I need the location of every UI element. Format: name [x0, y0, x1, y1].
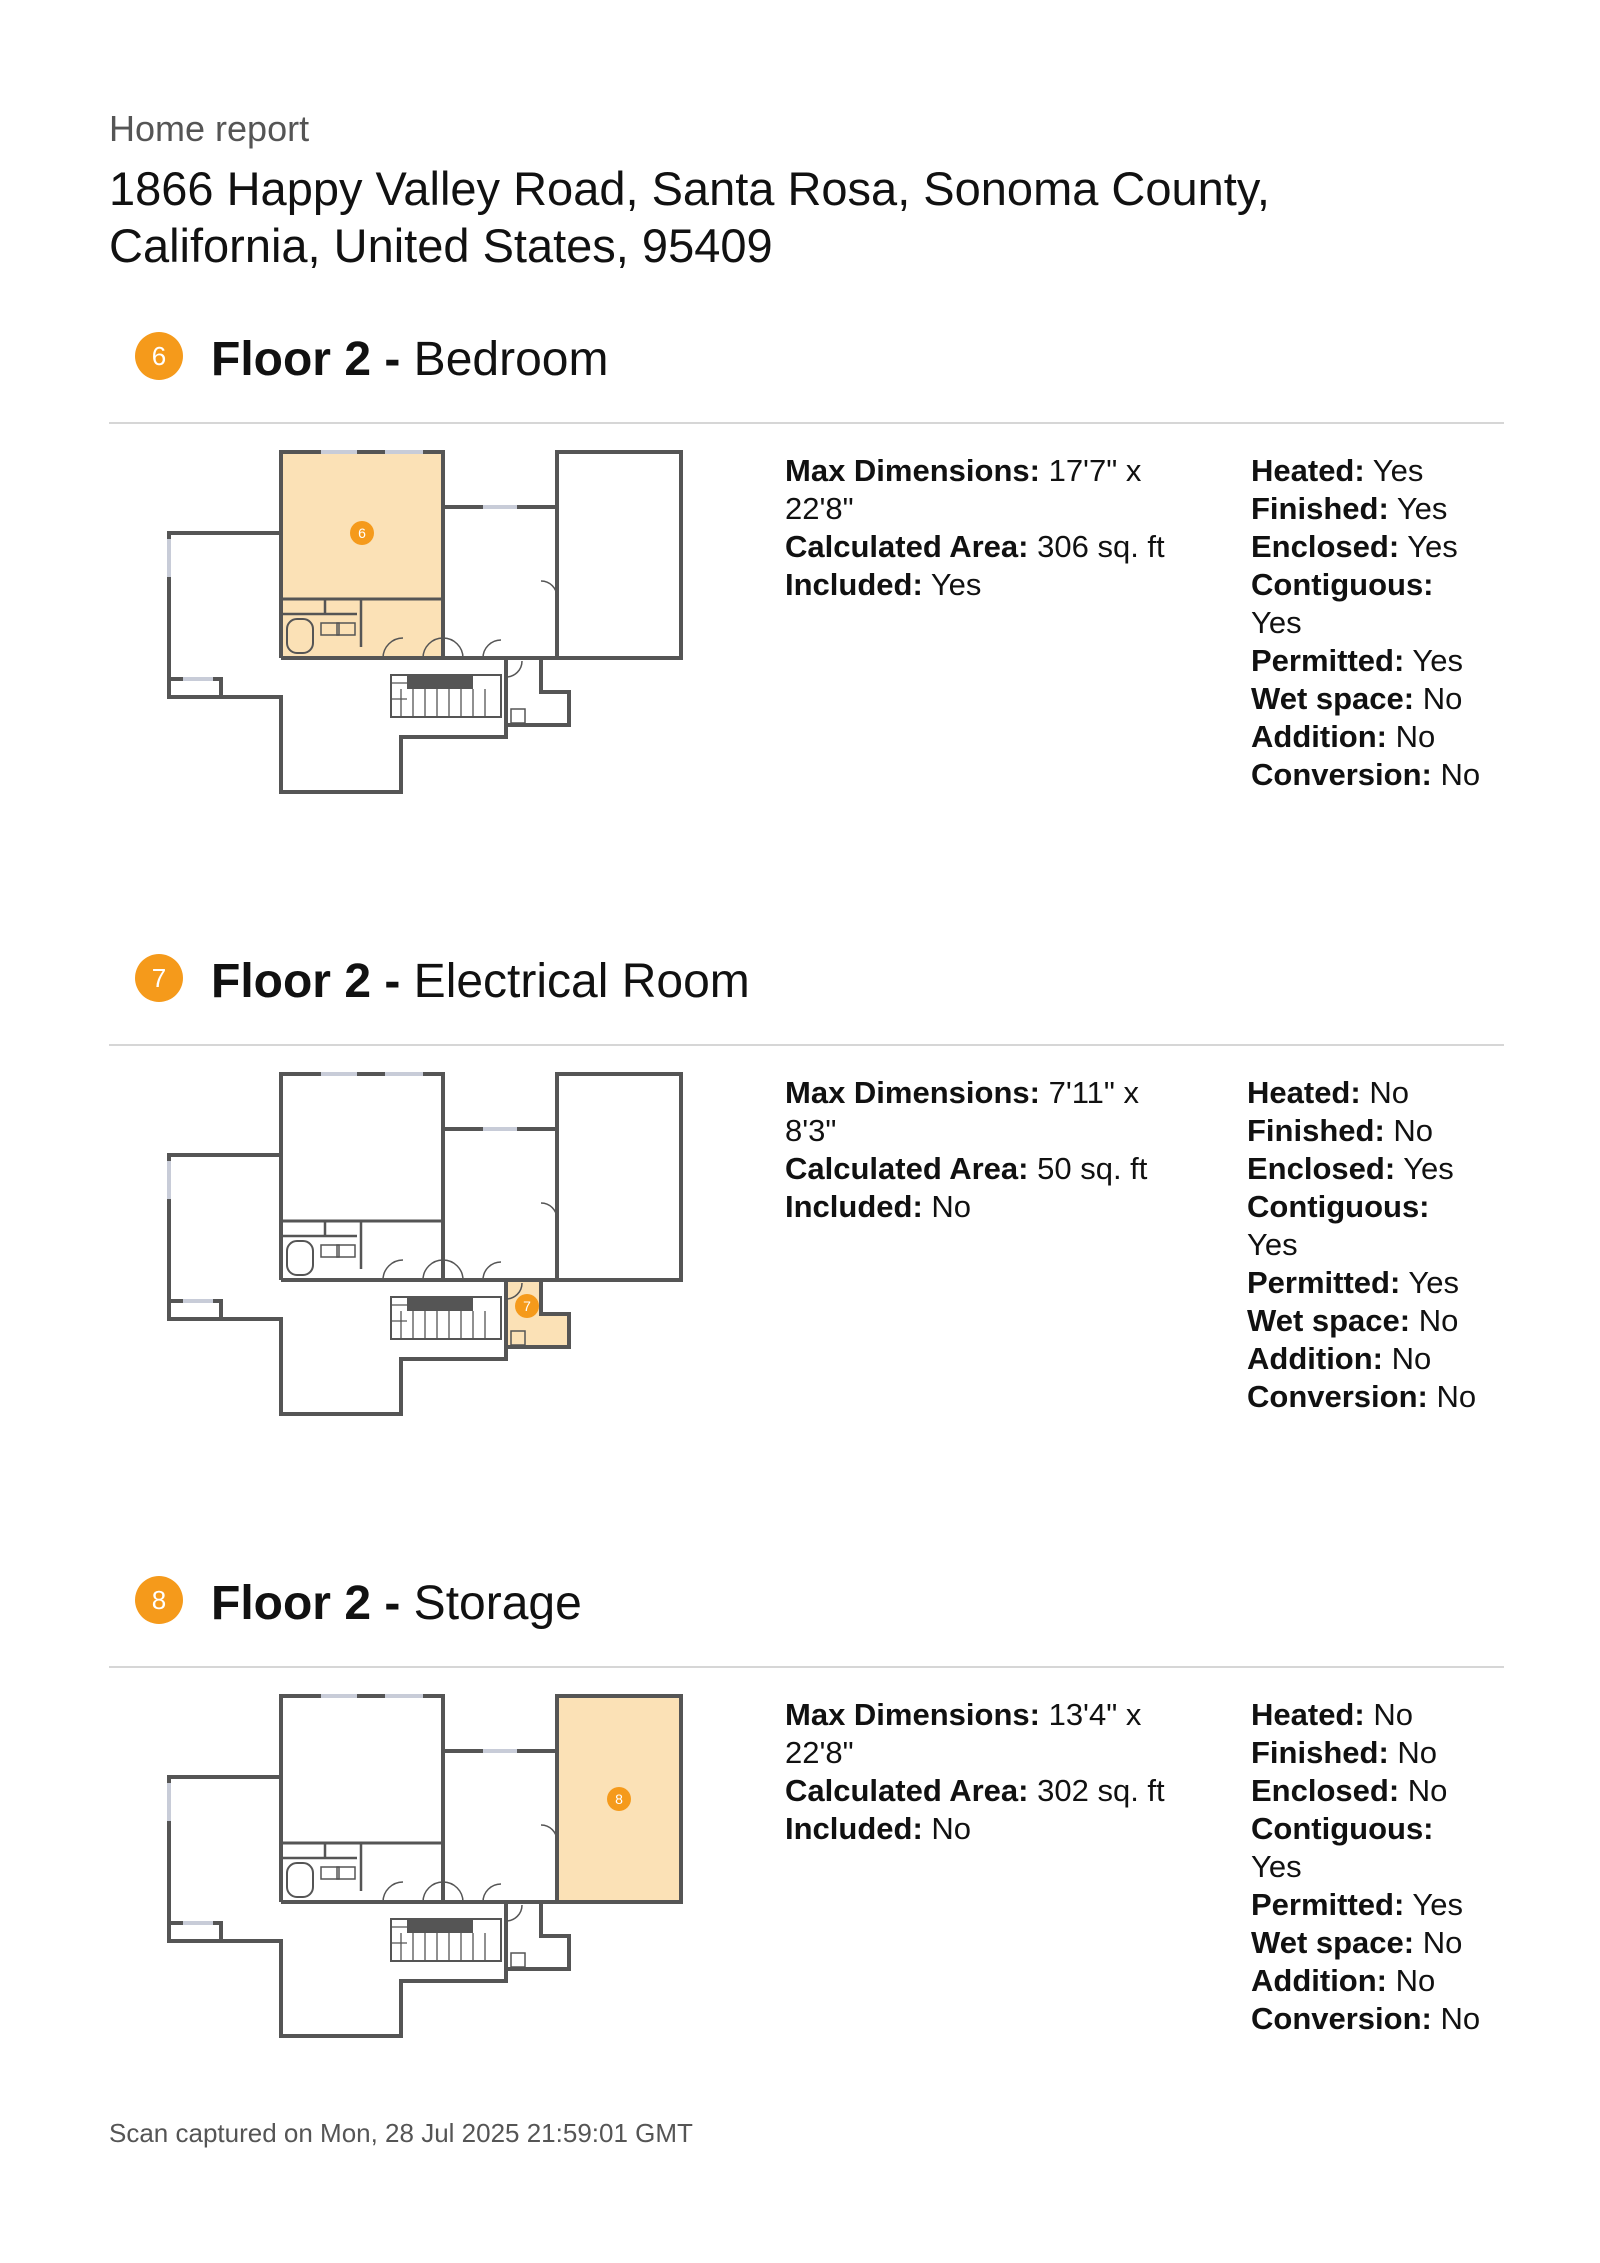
- room-section-storage: [109, 1566, 1504, 2166]
- attribute-label: Heated:: [1251, 453, 1365, 488]
- attribute-value: No: [1436, 1379, 1477, 1414]
- calculated-area-row: Calculated Area: 50 sq. ft: [785, 1151, 1148, 1186]
- room-number-badge: 6: [135, 332, 183, 380]
- attribute-row: [1251, 1962, 1491, 2000]
- attribute-value: No: [1395, 719, 1436, 754]
- attribute-value: No: [1395, 1963, 1436, 1998]
- attribute-label: Wet space:: [1247, 1303, 1411, 1338]
- attribute-value: Yes: [1412, 1887, 1463, 1922]
- attribute-label: Finished:: [1251, 1735, 1389, 1770]
- floor-plan: [161, 1691, 701, 2041]
- attribute-row: [1247, 1264, 1487, 1302]
- floor-plan-container: [161, 1691, 701, 2041]
- attribute-row: [1251, 452, 1491, 490]
- attribute-row: [1247, 1302, 1487, 1340]
- attribute-value: No: [1373, 1697, 1413, 1732]
- attribute-label: Wet space:: [1251, 681, 1415, 716]
- attribute-value: Yes: [1408, 1265, 1459, 1300]
- included-row: Included: No: [785, 1189, 972, 1224]
- attribute-row: [1251, 2000, 1491, 2038]
- svg-text:8: 8: [615, 1791, 623, 1807]
- attribute-value: No: [1418, 1303, 1459, 1338]
- attribute-label: Addition:: [1251, 719, 1388, 754]
- attribute-row: [1251, 490, 1491, 528]
- attribute-label: Heated:: [1251, 1697, 1365, 1732]
- attribute-label: Contiguous:: [1251, 1811, 1434, 1846]
- room-attributes: [1247, 1074, 1487, 1416]
- attribute-row: [1251, 1810, 1491, 1886]
- attribute-label: Finished:: [1247, 1113, 1385, 1148]
- attribute-value: Yes: [1407, 529, 1458, 564]
- attribute-row: [1251, 1924, 1491, 1962]
- attribute-value: No: [1393, 1113, 1434, 1148]
- attribute-value: Yes: [1403, 1151, 1454, 1186]
- svg-text:7: 7: [523, 1298, 531, 1314]
- attribute-row: [1247, 1188, 1487, 1264]
- attribute-value: Yes: [1372, 453, 1424, 488]
- attribute-label: Enclosed:: [1251, 1773, 1400, 1808]
- attribute-label: Heated:: [1247, 1075, 1361, 1110]
- attribute-value: Yes: [1396, 491, 1448, 526]
- room-name: Electrical Room: [413, 955, 750, 1008]
- attribute-row: [1247, 1074, 1487, 1112]
- attribute-row: [1247, 1150, 1487, 1188]
- attribute-row: [1251, 1772, 1491, 1810]
- room-measurements: [785, 1696, 1185, 1848]
- attribute-label: Permitted:: [1251, 1887, 1405, 1922]
- attribute-row: [1251, 1734, 1491, 1772]
- floor-label: Floor 2 -: [211, 333, 401, 386]
- attribute-row: [1251, 718, 1491, 756]
- section-header: [109, 322, 1504, 424]
- attribute-value: Yes: [1412, 643, 1463, 678]
- room-attributes: [1251, 1696, 1491, 2038]
- svg-text:6: 6: [358, 525, 366, 541]
- attribute-row: [1251, 528, 1491, 566]
- scan-captured-timestamp: Scan captured on Mon, 28 Jul 2025 21:59:01 GMT: [109, 2118, 693, 2148]
- attribute-value: Yes: [1247, 1227, 1298, 1262]
- section-header: [109, 1566, 1504, 1668]
- room-attributes: [1251, 452, 1491, 794]
- attribute-value: Yes: [1251, 1849, 1302, 1884]
- attribute-value: No: [1407, 1773, 1448, 1808]
- attribute-value: No: [1422, 1925, 1463, 1960]
- included-row: Included: Yes: [785, 567, 982, 602]
- floor-plan-container: [161, 1069, 701, 1419]
- floor-plan: [161, 1069, 701, 1419]
- calculated-area-row: Calculated Area: 306 sq. ft: [785, 529, 1165, 564]
- floor-plan-container: [161, 447, 701, 797]
- room-section-bedroom: [109, 322, 1504, 922]
- floor-label: Floor 2 -: [211, 1577, 401, 1630]
- attribute-label: Contiguous:: [1251, 567, 1434, 602]
- attribute-value: No: [1391, 1341, 1432, 1376]
- attribute-row: [1247, 1378, 1487, 1416]
- room-name: Storage: [413, 1577, 582, 1630]
- room-number-badge: 7: [135, 954, 183, 1002]
- max-dimensions-row: Max Dimensions: 17'7" x 22'8": [785, 453, 1142, 526]
- floor-plan: [161, 447, 701, 797]
- report-eyebrow: Home report: [109, 108, 310, 149]
- attribute-row: [1251, 756, 1491, 794]
- max-dimensions-row: Max Dimensions: 13'4" x 22'8": [785, 1697, 1142, 1770]
- floor-label: Floor 2 -: [211, 955, 401, 1008]
- attribute-label: Permitted:: [1247, 1265, 1401, 1300]
- attribute-label: Conversion:: [1251, 757, 1432, 792]
- attribute-row: [1251, 1886, 1491, 1924]
- room-measurements: [785, 1074, 1185, 1226]
- report-address: 1866 Happy Valley Road, Santa Rosa, Sonoma County, California, United States, 95409: [109, 162, 1270, 272]
- room-section-electrical-room: [109, 944, 1504, 1544]
- attribute-label: Addition:: [1247, 1341, 1384, 1376]
- max-dimensions-row: Max Dimensions: 7'11" x 8'3": [785, 1075, 1140, 1148]
- room-name: Bedroom: [413, 333, 609, 386]
- room-title: [211, 330, 608, 390]
- attribute-label: Addition:: [1251, 1963, 1388, 1998]
- attribute-label: Contiguous:: [1247, 1189, 1430, 1224]
- attribute-row: [1251, 1696, 1491, 1734]
- room-measurements: [785, 452, 1185, 604]
- attribute-value: Yes: [1251, 605, 1302, 640]
- attribute-row: [1247, 1112, 1487, 1150]
- attribute-row: [1251, 680, 1491, 718]
- room-title: [211, 1574, 582, 1634]
- attribute-value: No: [1440, 757, 1481, 792]
- calculated-area-row: Calculated Area: 302 sq. ft: [785, 1773, 1165, 1808]
- room-number-badge: 8: [135, 1576, 183, 1624]
- attribute-row: [1251, 566, 1491, 642]
- attribute-row: [1247, 1340, 1487, 1378]
- attribute-value: No: [1422, 681, 1463, 716]
- attribute-value: No: [1397, 1735, 1438, 1770]
- attribute-label: Finished:: [1251, 491, 1389, 526]
- section-header: [109, 944, 1504, 1046]
- attribute-label: Enclosed:: [1251, 529, 1400, 564]
- attribute-label: Conversion:: [1247, 1379, 1428, 1414]
- included-row: Included: No: [785, 1811, 972, 1846]
- attribute-label: Wet space:: [1251, 1925, 1415, 1960]
- attribute-label: Enclosed:: [1247, 1151, 1396, 1186]
- attribute-label: Conversion:: [1251, 2001, 1432, 2036]
- attribute-row: [1251, 642, 1491, 680]
- attribute-value: No: [1369, 1075, 1409, 1110]
- room-title: [211, 952, 750, 1012]
- attribute-label: Permitted:: [1251, 643, 1405, 678]
- attribute-value: No: [1440, 2001, 1481, 2036]
